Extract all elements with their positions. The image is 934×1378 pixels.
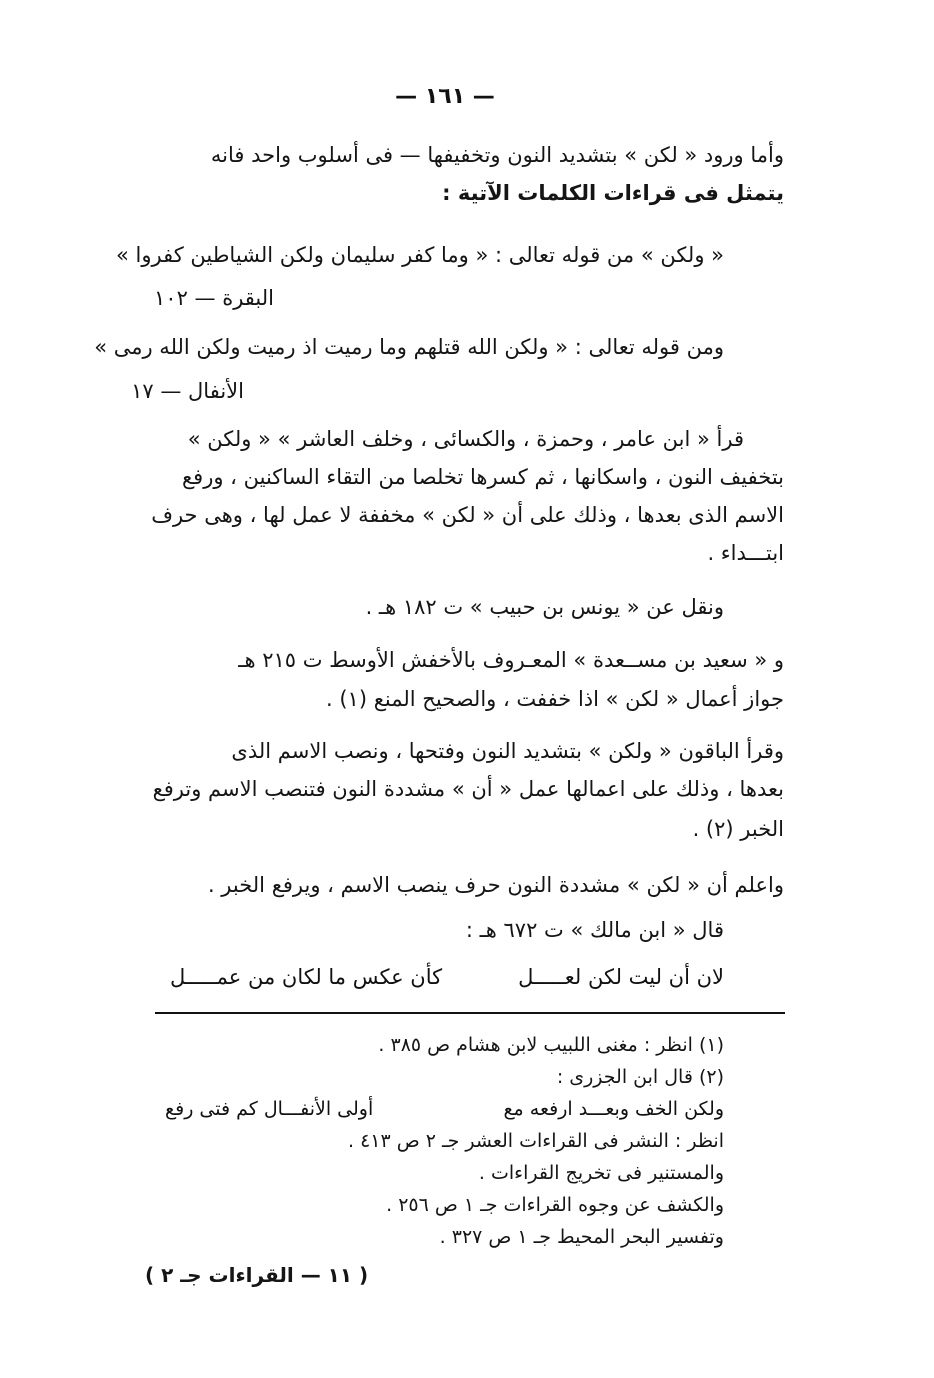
verse-hemistich-second: كأن عكس ما لكان من عمـــــل (170, 965, 443, 989)
paragraph-line: بعدها ، وذلك على اعمالها عمل « أن » مشددة النون فتنصب الاسم وترفع (152, 777, 784, 801)
verse-hemistich-first: لان أن ليت لكن لعـــــل (518, 965, 724, 989)
signature-mark: ( ١١ — القراءات جـ ٢ ) (145, 1263, 369, 1287)
paragraph-line: وقرأ الباقون « ولكن » بتشديد النون وفتحها ، ونصب الاسم الذى (231, 739, 784, 763)
paragraph-line: الاسم الذى بعدها ، وذلك على أن « لكن » مخففة لا عمل لها ، وهى حرف (151, 503, 784, 527)
quote-line: ومن قوله تعالى : « ولكن الله قتلهم وما رميت اذ رميت ولكن الله رمى » (94, 335, 724, 359)
footnote-verse-second: أولى الأنفـــال كم فتى رفع (165, 1098, 374, 1120)
quote-reference: البقرة — ١٠٢ (154, 286, 274, 310)
paragraph-line: و « سعيد بن مســعدة » المعـروف بالأخفش الأوسط ت ٢١٥ هـ (238, 648, 784, 672)
footnote-verse-first: ولكن الخف وبعـــد ارفعه مع (503, 1098, 724, 1120)
paragraph-line: وأما ورود « لكن » بتشديد النون وتخفيفها — فى أسلوب واحد فانه (210, 143, 784, 167)
quote-reference: الأنفال — ١٧ (131, 379, 244, 403)
page-number: — ١٦١ — (395, 84, 495, 109)
paragraph-line: قرأ « ابن عامر ، وحمزة ، والكسائى ، وخلف العاشر » « ولكن » (187, 427, 744, 451)
footnote: انظر : النشر فى القراءات العشر جـ ٢ ص ٤١٣ . (348, 1130, 724, 1152)
footnote-divider (155, 1012, 785, 1014)
paragraph-line: واعلم أن « لكن » مشددة النون حرف ينصب الاسم ، ويرفع الخبر . (207, 873, 784, 897)
paragraph-line: الخبر (٢) . (692, 817, 784, 841)
paragraph-line: بتخفيف النون ، واسكانها ، ثم كسرها تخلصا من التقاء الساكنين ، ورفع (182, 465, 784, 489)
footnote: (٢) قال ابن الجزرى : (556, 1066, 724, 1088)
paragraph-line: جواز أعمال « لكن » اذا خففت ، والصحيح المنع (١) . (326, 687, 784, 711)
paragraph-line: ونقل عن « يونس بن حبيب » ت ١٨٢ هـ . (365, 595, 724, 619)
paragraph-line: يتمثل فى قراءات الكلمات الآتية : (442, 181, 784, 205)
footnote: والكشف عن وجوه القراءات جـ ١ ص ٢٥٦ . (386, 1194, 724, 1216)
footnote: والمستنير فى تخريج القراءات . (478, 1162, 724, 1184)
footnote: (١) انظر : مغنى اللبيب لابن هشام ص ٣٨٥ . (378, 1034, 724, 1056)
quote-line: « ولكن » من قوله تعالى : « وما كفر سليمان ولكن الشياطين كفروا » (116, 243, 724, 267)
paragraph-line: قال « ابن مالك » ت ٦٧٢ هـ : (465, 918, 724, 942)
paragraph-line: ابتـــداء . (707, 541, 784, 565)
footnote: وتفسير البحر المحيط جـ ١ ص ٣٢٧ . (439, 1226, 724, 1248)
